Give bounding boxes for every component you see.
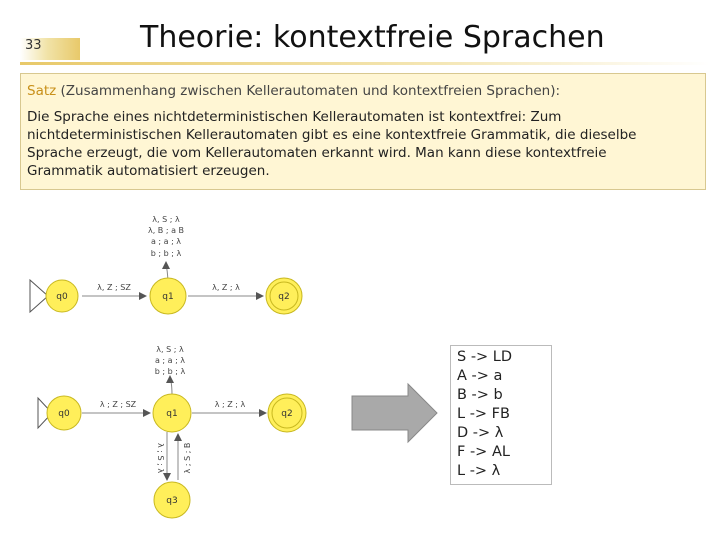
theorem-keyword: Satz (27, 83, 57, 99)
start-marker-top (30, 280, 48, 312)
loop-label: a ; a ; λ (154, 356, 186, 365)
loop-arrow-bottom (170, 376, 172, 395)
grammar-rule: L -> FB (457, 406, 510, 422)
state-label: q2 (281, 409, 293, 419)
grammar-rule: F -> AL (457, 444, 510, 460)
state-label: q0 (58, 409, 70, 419)
theorem-line: Sprache erzeugt, die vom Kellerautomaten erkannt wird. Man kann diese kontextfreie (27, 145, 607, 161)
slide-title: Theorie: kontextfreie Sprachen (140, 20, 605, 55)
automaton-bottom (38, 345, 306, 518)
state-label: q3 (166, 496, 178, 506)
theorem-line: Die Sprache eines nichtdeterministischen Kellerautomaten ist kontextfrei: Zum (27, 109, 562, 125)
edge-label: λ, Z ; SZ (97, 283, 131, 292)
grammar-rule: A -> a (457, 368, 503, 384)
state-label: q1 (166, 409, 178, 419)
grammar-rule: D -> λ (457, 425, 504, 441)
grammar-box (450, 345, 552, 485)
loop-label: λ, S ; λ (152, 215, 180, 224)
grammar-rule: L -> λ (457, 463, 501, 479)
edge-label: λ ; Z ; λ (214, 400, 246, 409)
loop-label: λ, B ; a B (147, 226, 185, 235)
theorem-heading-text: (Zusammenhang zwischen Kellerautomaten und kontextfreien Sprachen): (56, 83, 561, 99)
automaton-top (30, 215, 302, 314)
edge-label: λ ; Z ; SZ (99, 400, 137, 409)
state-label: q2 (278, 292, 290, 302)
grammar-rule: S -> LD (457, 349, 513, 365)
edge-label: λ, Z ; λ (212, 283, 240, 292)
loop-label: b ; b ; λ (150, 249, 182, 258)
state-label: q1 (162, 292, 174, 302)
loop-label: b ; b ; λ (154, 367, 186, 376)
grammar-rule: B -> b (457, 387, 503, 403)
theorem-line: nichtdeterministischen Kellerautomaten gibt es eine kontextfreie Grammatik, die dieselbe (27, 127, 637, 143)
loop-label: a ; a ; λ (150, 237, 182, 246)
edge-label: λ ; S ; B (183, 442, 192, 474)
edge-label: λ ; S ; λ (156, 442, 165, 474)
state-label: q0 (56, 292, 68, 302)
slide-number: 33 (25, 38, 42, 53)
transform-arrow (352, 384, 437, 442)
theorem-line: Grammatik automatisiert erzeugen. (27, 163, 270, 179)
loop-label: λ, S ; λ (156, 345, 184, 354)
